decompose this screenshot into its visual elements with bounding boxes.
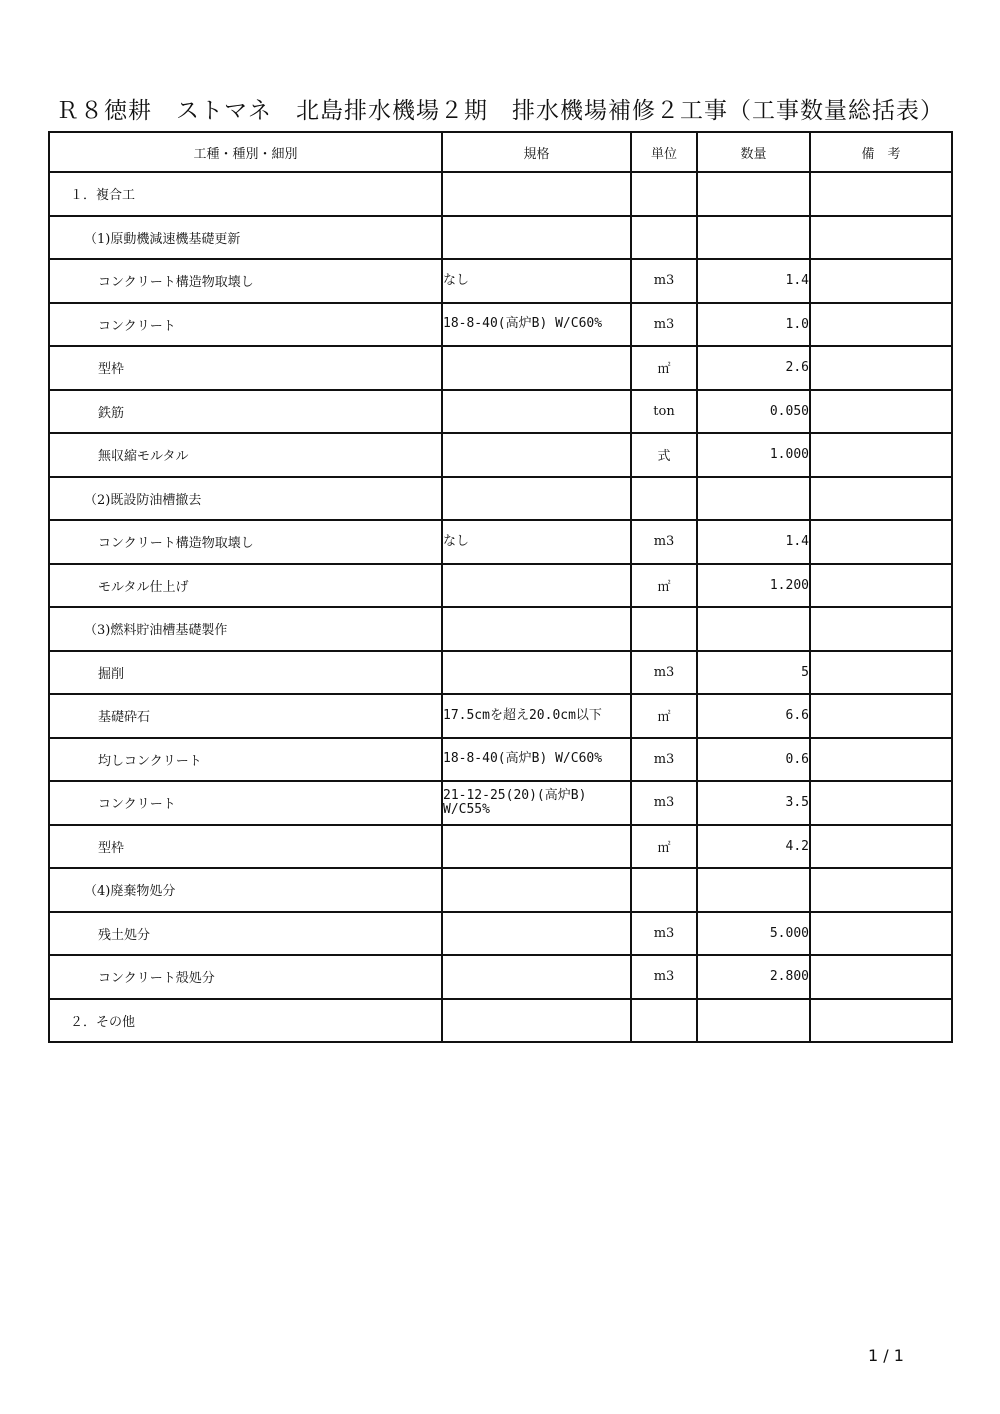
item-name-cell: 鉄筋 xyxy=(49,390,442,434)
unit-cell: m3 xyxy=(631,651,697,695)
note-cell xyxy=(810,607,952,651)
table-row xyxy=(49,477,952,521)
spec-cell xyxy=(442,868,631,912)
table-header-row xyxy=(49,132,952,172)
header-unit: 単位 xyxy=(631,132,697,172)
item-name-cell: １．複合工 xyxy=(49,172,442,216)
spec-cell xyxy=(442,390,631,434)
table-row xyxy=(49,607,952,651)
table-row xyxy=(49,694,952,738)
quantity-cell: 1.0 xyxy=(697,303,810,347)
table-row xyxy=(49,520,952,564)
table-row xyxy=(49,259,952,303)
table-row xyxy=(49,912,952,956)
item-name-cell: 均しコンクリート xyxy=(49,738,442,782)
spec-cell xyxy=(442,216,631,260)
unit-cell xyxy=(631,999,697,1043)
table-row xyxy=(49,346,952,390)
quantity-cell: 5.000 xyxy=(697,912,810,956)
unit-cell xyxy=(631,868,697,912)
unit-cell: ㎡ xyxy=(631,346,697,390)
table-row xyxy=(49,564,952,608)
spec-cell xyxy=(442,477,631,521)
spec-cell xyxy=(442,999,631,1043)
quantity-cell: 0.050 xyxy=(697,390,810,434)
item-name-cell: コンクリート xyxy=(49,781,442,825)
header-qty: 数量 xyxy=(697,132,810,172)
item-name-cell: 残土処分 xyxy=(49,912,442,956)
note-cell xyxy=(810,738,952,782)
unit-cell: m3 xyxy=(631,955,697,999)
note-cell xyxy=(810,564,952,608)
note-cell xyxy=(810,346,952,390)
unit-cell: ㎡ xyxy=(631,694,697,738)
quantity-summary-table xyxy=(48,131,953,1043)
item-name-cell: コンクリート構造物取壊し xyxy=(49,259,442,303)
quantity-cell: 1.4 xyxy=(697,259,810,303)
note-cell xyxy=(810,303,952,347)
spec-cell xyxy=(442,825,631,869)
spec-cell xyxy=(442,346,631,390)
unit-cell xyxy=(631,477,697,521)
note-cell xyxy=(810,216,952,260)
quantity-cell: 1.200 xyxy=(697,564,810,608)
quantity-cell: 3.5 xyxy=(697,781,810,825)
unit-cell: m3 xyxy=(631,520,697,564)
spec-cell: 21-12-25(20)(高炉B) W/C55% xyxy=(442,781,631,825)
note-cell xyxy=(810,520,952,564)
table-row xyxy=(49,825,952,869)
unit-cell xyxy=(631,216,697,260)
quantity-cell: 4.2 xyxy=(697,825,810,869)
table-row xyxy=(49,781,952,825)
note-cell xyxy=(810,781,952,825)
note-cell xyxy=(810,694,952,738)
unit-cell: ㎡ xyxy=(631,825,697,869)
quantity-cell: 0.6 xyxy=(697,738,810,782)
item-name-cell: （4)廃棄物処分 xyxy=(49,868,442,912)
table-row xyxy=(49,390,952,434)
header-note: 備 考 xyxy=(810,132,952,172)
unit-cell: m3 xyxy=(631,781,697,825)
quantity-cell xyxy=(697,477,810,521)
unit-cell: ton xyxy=(631,390,697,434)
note-cell xyxy=(810,172,952,216)
quantity-cell xyxy=(697,172,810,216)
unit-cell xyxy=(631,607,697,651)
header-name: 工種・種別・細別 xyxy=(49,132,442,172)
quantity-cell: 6.6 xyxy=(697,694,810,738)
note-cell xyxy=(810,477,952,521)
spec-cell: なし xyxy=(442,520,631,564)
spec-cell xyxy=(442,651,631,695)
item-name-cell: 型枠 xyxy=(49,346,442,390)
table-row xyxy=(49,303,952,347)
item-name-cell: モルタル仕上げ xyxy=(49,564,442,608)
page-number: 1 / 1 xyxy=(868,1346,904,1365)
spec-cell: 18-8-40(高炉B) W/C60% xyxy=(442,303,631,347)
note-cell xyxy=(810,868,952,912)
spec-cell: 17.5cmを超え20.0cm以下 xyxy=(442,694,631,738)
unit-cell xyxy=(631,172,697,216)
spec-cell xyxy=(442,564,631,608)
unit-cell: ㎡ xyxy=(631,564,697,608)
spec-cell: なし xyxy=(442,259,631,303)
note-cell xyxy=(810,651,952,695)
document-title: Ｒ８徳耕 ストマネ 北島排水機場２期 排水機場補修２工事（工事数量総括表） xyxy=(56,98,944,124)
unit-cell: m3 xyxy=(631,259,697,303)
item-name-cell: 基礎砕石 xyxy=(49,694,442,738)
item-name-cell: コンクリート殻処分 xyxy=(49,955,442,999)
spec-cell xyxy=(442,955,631,999)
quantity-cell: 1.000 xyxy=(697,433,810,477)
quantity-cell: 5 xyxy=(697,651,810,695)
note-cell xyxy=(810,259,952,303)
table-row xyxy=(49,433,952,477)
table-row xyxy=(49,172,952,216)
quantity-cell xyxy=(697,999,810,1043)
table-row xyxy=(49,955,952,999)
quantity-cell xyxy=(697,868,810,912)
spec-cell xyxy=(442,433,631,477)
note-cell xyxy=(810,912,952,956)
item-name-cell: コンクリート xyxy=(49,303,442,347)
note-cell xyxy=(810,825,952,869)
table-row xyxy=(49,738,952,782)
unit-cell: 式 xyxy=(631,433,697,477)
item-name-cell: （1)原動機減速機基礎更新 xyxy=(49,216,442,260)
quantity-cell: 1.4 xyxy=(697,520,810,564)
table-row xyxy=(49,999,952,1043)
item-name-cell: （3)燃料貯油槽基礎製作 xyxy=(49,607,442,651)
table-row xyxy=(49,651,952,695)
spec-cell xyxy=(442,912,631,956)
unit-cell: m3 xyxy=(631,738,697,782)
table-row xyxy=(49,868,952,912)
spec-cell: 18-8-40(高炉B) W/C60% xyxy=(442,738,631,782)
spec-cell xyxy=(442,172,631,216)
quantity-cell: 2.800 xyxy=(697,955,810,999)
note-cell xyxy=(810,999,952,1043)
header-spec: 規格 xyxy=(442,132,631,172)
quantity-cell: 2.6 xyxy=(697,346,810,390)
note-cell xyxy=(810,433,952,477)
unit-cell: m3 xyxy=(631,912,697,956)
note-cell xyxy=(810,955,952,999)
unit-cell: m3 xyxy=(631,303,697,347)
quantity-cell xyxy=(697,607,810,651)
quantity-cell xyxy=(697,216,810,260)
item-name-cell: ２．その他 xyxy=(49,999,442,1043)
table-body xyxy=(49,172,952,1042)
table-row xyxy=(49,216,952,260)
note-cell xyxy=(810,390,952,434)
item-name-cell: （2)既設防油槽撤去 xyxy=(49,477,442,521)
item-name-cell: 型枠 xyxy=(49,825,442,869)
item-name-cell: 掘削 xyxy=(49,651,442,695)
item-name-cell: 無収縮モルタル xyxy=(49,433,442,477)
spec-cell xyxy=(442,607,631,651)
item-name-cell: コンクリート構造物取壊し xyxy=(49,520,442,564)
